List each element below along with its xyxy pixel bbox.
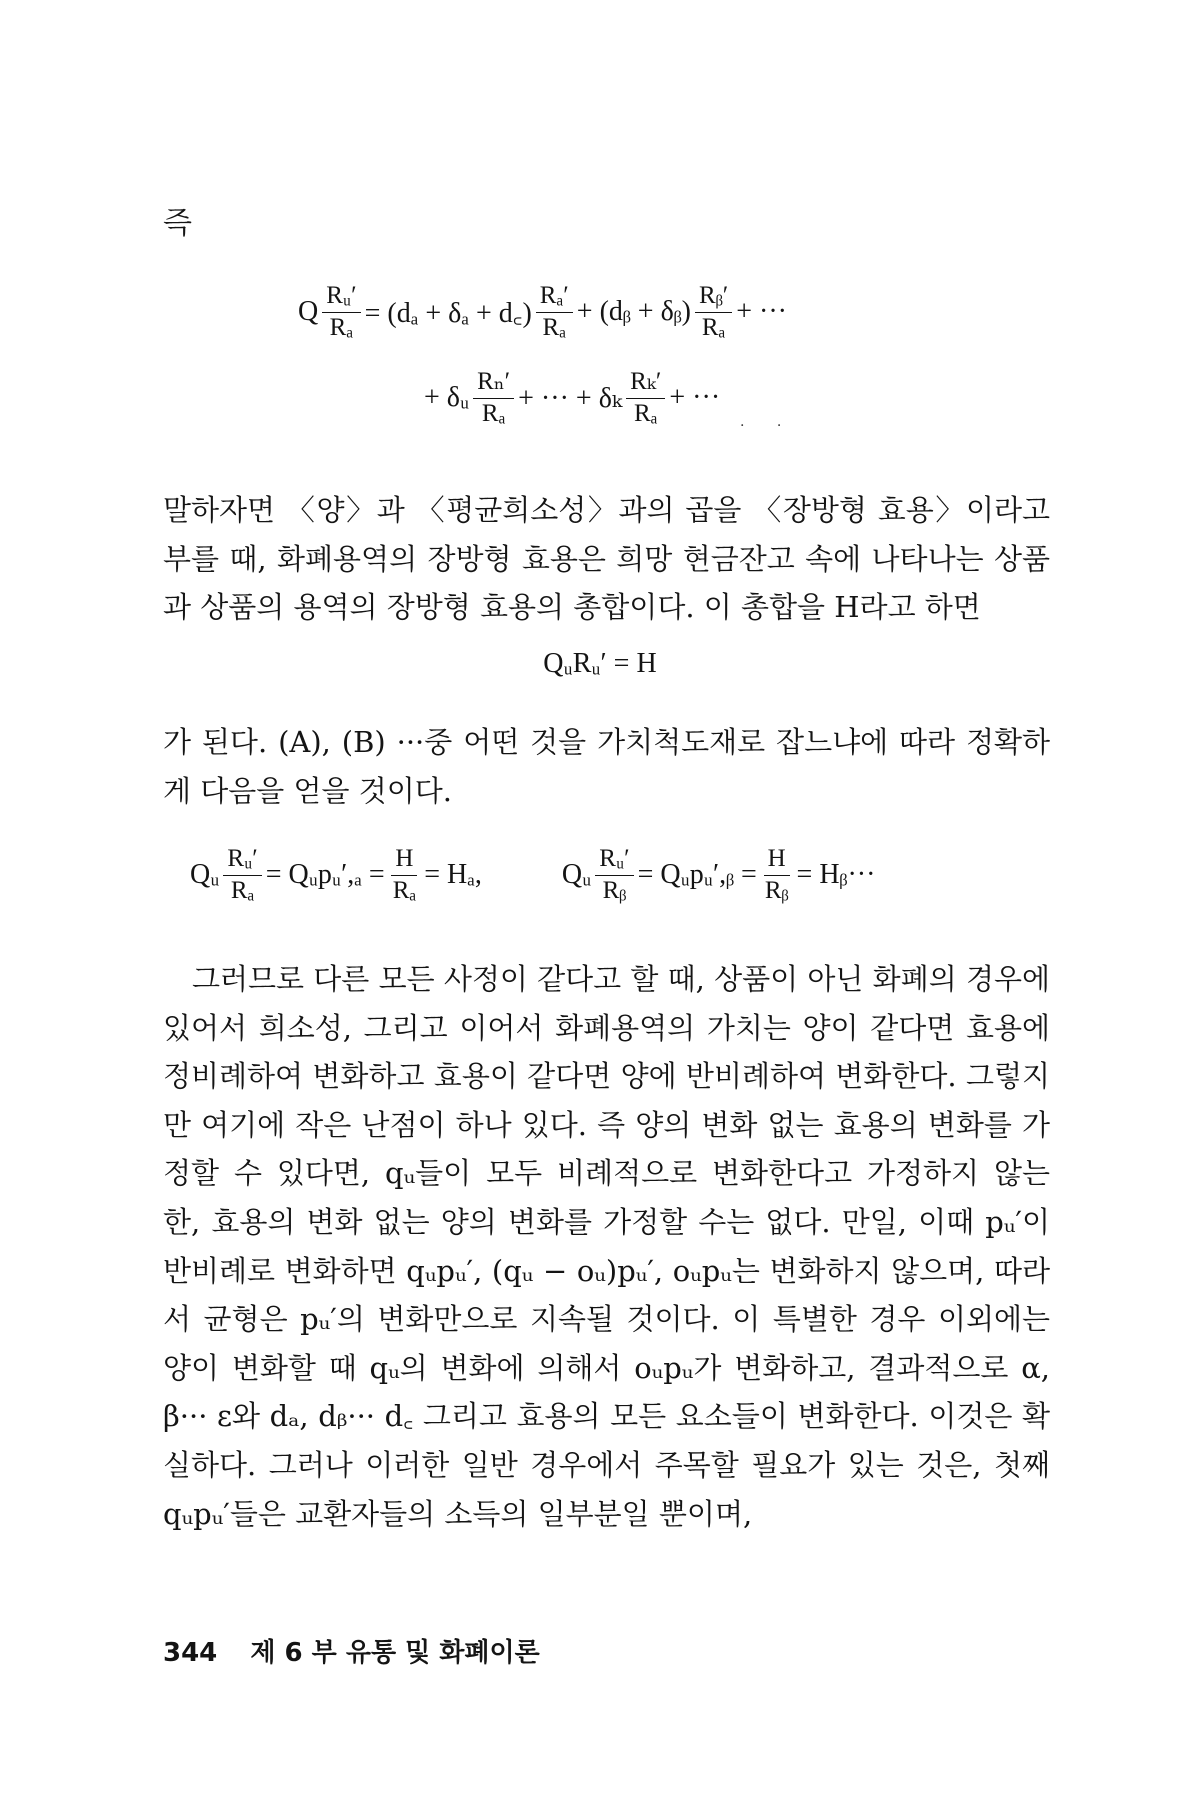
eq1-fraction-1-den: Rₐ — [329, 313, 354, 341]
section-title: 제 6 부 유통 및 화폐이론 — [250, 1638, 540, 1668]
eq3-right-h-fraction — [761, 845, 793, 906]
stray-dots: . . — [740, 414, 796, 430]
equation-1-line-1 — [298, 282, 787, 343]
eq1b-head: + δᵤ — [424, 382, 470, 414]
eq1b-fraction-1-num: Rₙ′ — [473, 368, 514, 399]
eq1b-fraction-2 — [626, 368, 665, 429]
eq1-fraction-3-den: Rₐ — [701, 313, 726, 341]
eq1b-fraction-2-num: Rₖ′ — [626, 368, 665, 399]
eq1-fraction-2 — [536, 282, 573, 343]
eq1b-mid: + ··· + δₖ — [518, 383, 623, 415]
eq3-left-tail: = Hₐ, — [424, 859, 482, 891]
eq1-fraction-3-num: Rᵦ′ — [695, 282, 732, 313]
eq1-fraction-2-den: Rₐ — [542, 313, 567, 341]
eq1b-fraction-1 — [473, 368, 514, 429]
eq1-term-2: + (dᵦ + δᵦ) — [576, 296, 692, 328]
eq3-left-fraction-num: Rᵤ′ — [223, 845, 261, 876]
eq3-right-mid: = Qᵤpᵤ′,ᵦ = — [637, 859, 757, 891]
paragraph-3-text: 그러므로 다른 모든 사정이 같다고 할 때, 상품이 아닌 화폐의 경우에 있어서 희소성, 그리고 이어서 화폐용역의 가치는 양이 같다면 효용에 정비례하여 변화하고 효용이 같다면 양에 반비례하여 변화한다. 그렇지만 여기에 작은 난점이 하나 있다. 즉 양의 변화 없는 효용의 변화를 가정할 수 있다면, qᵤ들이 모두 비례적으로 변화한다고 가정하지 않는 한, 효용의 변화 없는 양의 변화를 가정할 수는 없다. 만일, 이때 pᵤ′이 반비례로 변화하면 qᵤpᵤ′, (qᵤ − oᵤ)pᵤ′, oᵤpᵤ는 변화하지 않으며, 따라서 균형은 pᵤ′의 변화만으로 지속될 것이다. 이 특별한 경우 이외에는 양이 변화할 때 qᵤ의 변화에 의해서 oᵤpᵤ가 변화하고, 결과적으로 α, β··· ε와 dₐ, dᵦ··· d꜀ 그리고 효용의 모든 요소들이 변화한다. 이것은 확실하다. 그러나 이러한 일반 경우에서 주목할 필요가 있는 것은, 첫째 qᵤpᵤ′들은 교환자들의 소득의 일부분일 뿐이며, — [163, 962, 1050, 1531]
equation-1-line-2 — [424, 368, 720, 429]
eq1b-fraction-2-den: Rₐ — [633, 399, 658, 427]
eq1-fraction-1 — [322, 282, 360, 343]
eq3-right-q: Qᵤ — [561, 859, 592, 891]
paragraph-2 — [163, 718, 1050, 815]
eq1b-fraction-1-den: Rₐ — [481, 399, 506, 427]
equation-3 — [190, 845, 875, 906]
page-footer — [163, 1632, 540, 1669]
intro-word: 즉 — [163, 206, 192, 241]
eq3-left-h-fraction — [389, 845, 421, 906]
paragraph-2-text: 가 된다. (A), (B) ···중 어떤 것을 가치척도재로 잡느냐에 따라 정확하게 다음을 얻을 것이다. — [163, 725, 1050, 808]
eq3-right-fraction-num: Rᵤ′ — [595, 845, 633, 876]
eq1-fraction-2-num: Rₐ′ — [536, 282, 573, 313]
eq3-left-h-den: Rₐ — [392, 876, 417, 904]
eq1-tail: + ··· — [736, 296, 787, 328]
paragraph-1 — [163, 486, 1050, 632]
eq3-right-h-num: H — [764, 845, 790, 876]
eq3-right-fraction — [595, 845, 633, 906]
equation-2 — [0, 648, 1200, 680]
eq1-term-1: = (dₐ + δₐ + d꜀) — [364, 298, 532, 330]
eq1-fraction-1-num: Rᵤ′ — [322, 282, 360, 313]
eq3-left-q: Qᵤ — [190, 859, 220, 891]
eq1b-tail: + ··· — [669, 382, 721, 414]
eq3-right-tail: = Hᵦ··· — [796, 859, 876, 891]
eq3-right-fraction-den: Rᵦ — [602, 876, 627, 904]
eq3-left-h-num: H — [391, 845, 417, 876]
paragraph-3 — [163, 955, 1050, 1538]
eq1-q: Q — [298, 296, 319, 328]
eq3-left-fraction-den: Rₐ — [230, 876, 255, 904]
eq3-left-mid: = Qᵤpᵤ′,ₐ = — [265, 859, 385, 891]
eq1-fraction-3 — [695, 282, 732, 343]
eq3-left-fraction — [223, 845, 261, 906]
eq3-right-h-den: Rᵦ — [764, 876, 789, 904]
equation-2-text: QᵤRᵤ′ = H — [543, 648, 657, 679]
paragraph-1-text: 말하자면 〈양〉과 〈평균희소성〉과의 곱을 〈장방형 효용〉이라고 부를 때, 화폐용역의 장방형 효용은 희망 현금잔고 속에 나타나는 상품과 상품의 용역의 장방형 효용의 총합이다. 이 총합을 H라고 하면 — [163, 493, 1050, 625]
page-number: 344 — [163, 1638, 218, 1668]
